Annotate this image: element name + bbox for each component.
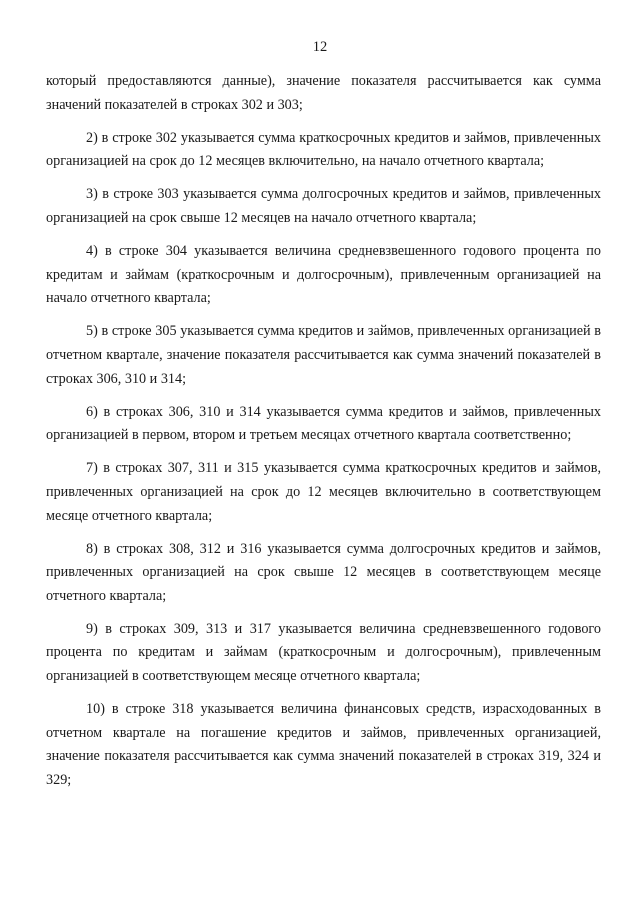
paragraph-item-3: 3) в строке 303 указывается сумма долгосрочных кредитов и займов, привлеченных организацией на срок свыше 12 месяцев на начало отчетного квартала;	[46, 186, 601, 226]
page-number: 12	[312, 39, 328, 55]
paragraph-item-7: 7) в строках 307, 311 и 315 указывается сумма краткосрочных кредитов и займов, привлеченных организацией на срок до 12 месяцев включительно в соответствующем месяце отчетного квартала;	[46, 460, 601, 524]
paragraph-item-6: 6) в строках 306, 310 и 314 указывается сумма кредитов и займов, привлеченных организацией в первом, втором и третьем месяцах отчетного квартала соответственно;	[46, 403, 601, 444]
paragraph-item-10: 10) в строке 318 указывается величина финансовых средств, израсходованных в отчетном квартале на погашение кредитов и займов, привлеченных организацией, значение показателя рассчитывается как сумма значений показателей в строках 319, 324 и 329;	[46, 701, 601, 788]
paragraph-item-8: 8) в строках 308, 312 и 316 указывается сумма долгосрочных кредитов и займов, привлеченных организацией на срок свыше 12 месяцев в соответствующем месяце отчетного квартала;	[46, 540, 601, 604]
paragraph-continuation: который предоставляются данные), значение показателя рассчитывается как сумма значений показателей в строках 302 и 303;	[46, 73, 601, 113]
paragraph-item-9: 9) в строках 309, 313 и 317 указывается величина средневзвешенного годового процента по кредитам и займам (краткосрочным и долгосрочным), привлеченным организацией в соответствующем месяце отчетного квартала;	[46, 620, 601, 685]
document-body	[46, 70, 601, 802]
paragraph-item-5: 5) в строке 305 указывается сумма кредитов и займов, привлеченных организацией в отчетном квартале, значение показателя рассчитывается как сумма значений показателей в строках 306, 310 и 314;	[46, 323, 601, 387]
paragraph-item-4: 4) в строке 304 указывается величина средневзвешенного годового процента по кредитам и займам (краткосрочным и долгосрочным), привлеченным организацией на начало отчетного квартала;	[46, 243, 601, 307]
paragraph-item-2: 2) в строке 302 указывается сумма краткосрочных кредитов и займов, привлеченных организацией на срок до 12 месяцев включительно, на начало отчетного квартала;	[46, 129, 601, 170]
